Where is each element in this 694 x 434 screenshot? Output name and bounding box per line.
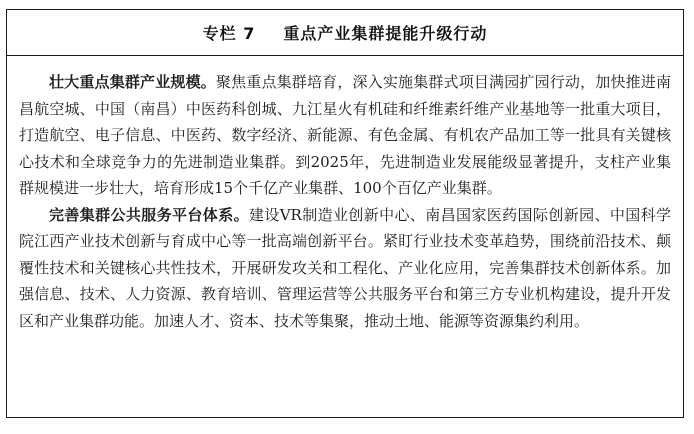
panel-title: 重点产业集群提能升级行动 <box>283 24 488 43</box>
feature-panel <box>6 9 684 418</box>
paragraph-text: 建设VR制造业创新中心、南昌国家医药国际创新园、中国科学院江西产业技术创新与育成中心等一批高端创新平台。紧盯行业技术变革趋势，围绕前沿技术、颠覆性技术和关键核心共性技术，开展研发攻关和工程化、产业化应用，完善集群技术创新体系。加强信息、技术、人力资源、教育培训、管理运营等公共服务平台和第三方专业机构建设，提升开发区和产业集群功能。加速人才、资本、技术等集聚，推动土地、能源等资源集约利用。 <box>19 205 671 330</box>
panel-header <box>7 10 683 56</box>
paragraph-text: 聚焦重点集群培育，深入实施集群式项目满园扩园行动，加快推进南昌航空城、中国（南昌）中医药科创城、九江星火有机硅和纤维素纤维产业基地等一批重大项目，打造航空、电子信息、中医药、数字经济、新能源、有色金属、有机农产品加工等一批具有关键核心技术和全球竞争力的先进制造业集群。到2025年，先进制造业发展能级显著提升，支柱产业集群规模进一步壮大，培育形成15个千亿产业集群、100个百亿产业集群。 <box>19 73 671 197</box>
panel-body <box>19 69 671 334</box>
paragraph-heading: 壮大重点集群产业规模。 <box>49 73 216 91</box>
paragraph-heading: 完善集群公共服务平台体系。 <box>49 205 249 224</box>
paragraph-cluster-scale <box>19 69 671 202</box>
paragraph-service-platform <box>19 202 671 335</box>
panel-label: 专栏 7 <box>202 24 256 43</box>
